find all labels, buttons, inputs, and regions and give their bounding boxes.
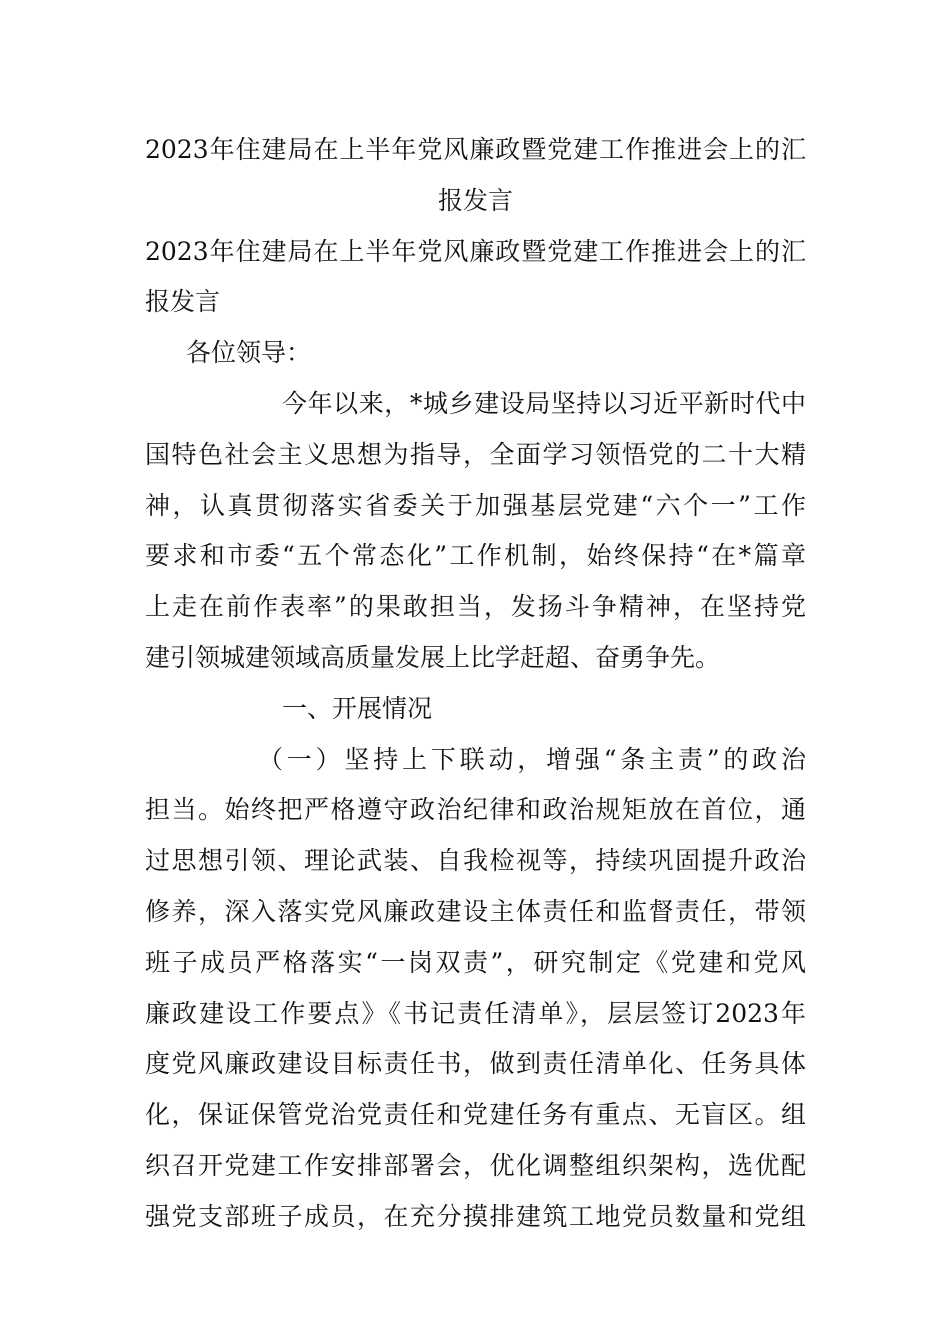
paragraph-line: 过思想引领、理论武装、自我检视等，持续巩固提升政治: [145, 846, 806, 876]
paragraph-line: 修养，深入落实党风廉政建设主体责任和监督责任，带领: [145, 896, 806, 926]
document-title-line-1: 2023年住建局在上半年党风廉政暨党建工作推进会上的汇: [145, 135, 806, 164]
document-title-line-2: 报发言: [437, 185, 513, 215]
paragraph-line: 今年以来，*城乡建设局坚持以习近平新时代中: [282, 388, 806, 418]
paragraph-line: 建引领城建领域高质量发展上比学赶超、奋勇争先。: [145, 642, 721, 672]
paragraph-line: （一）坚持上下联动，增强“条主责”的政治: [258, 744, 806, 774]
paragraph-line: 化，保证保管党治党责任和党建任务有重点、无盲区。组: [145, 1100, 806, 1130]
section-heading: 一、开展情况: [282, 693, 433, 723]
document-page: [145, 125, 806, 1243]
paragraph-line: 度党风廉政建设目标责任书，做到责任清单化、任务具体: [145, 1049, 806, 1079]
paragraph-line: 织召开党建工作安排部署会，优化调整组织架构，选优配: [145, 1150, 806, 1180]
section1-paragraph: [145, 735, 806, 1243]
intro-paragraph: [145, 379, 806, 684]
paragraph-line: 担当。始终把严格遵守政治纪律和政治规矩放在首位，通: [145, 795, 806, 825]
paragraph-line: 班子成员严格落实“一岗双责”，研究制定《党建和党风: [145, 947, 806, 977]
salutation: 各位领导：: [186, 338, 312, 368]
paragraph-line: 强党支部班子成员，在充分摸排建筑工地党员数量和党组: [145, 1201, 806, 1231]
paragraph-line: 要求和市委“五个常态化”工作机制，始终保持“在*篇章: [145, 541, 806, 571]
document-subtitle-line-1: 2023年住建局在上半年党风廉政暨党建工作推进会上的汇: [145, 236, 806, 266]
paragraph-line: 廉政建设工作要点》《书记责任清单》，层层签订2023年: [145, 998, 806, 1028]
document-subtitle-line-2: 报发言: [145, 287, 221, 317]
paragraph-line: 国特色社会主义思想为指导，全面学习领悟党的二十大精: [145, 439, 806, 469]
paragraph-line: 上走在前作表率”的果敢担当，发扬斗争精神，在坚持党: [145, 592, 806, 622]
paragraph-line: 神，认真贯彻落实省委关于加强基层党建“六个一”工作: [145, 490, 806, 520]
